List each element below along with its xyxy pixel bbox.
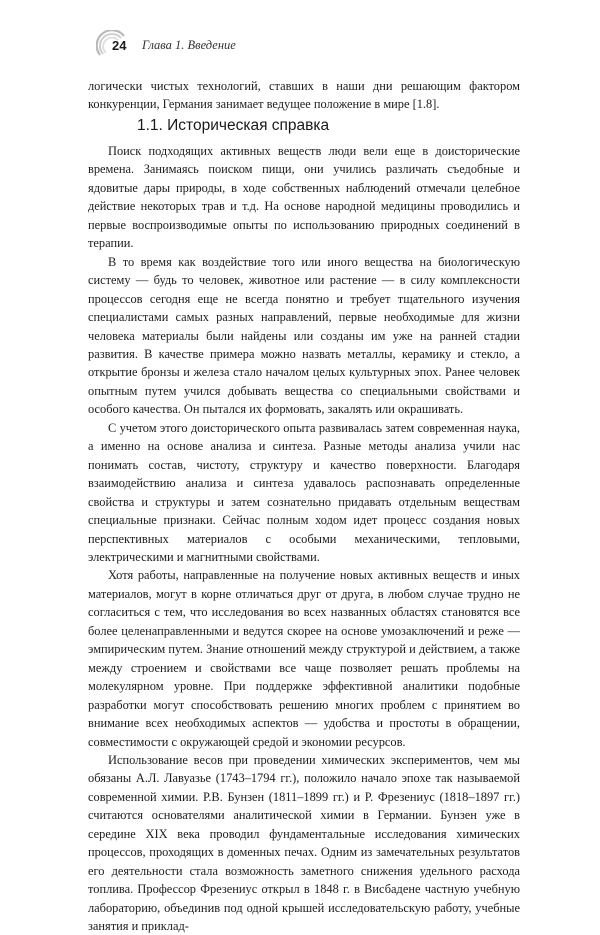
paragraph-5: Использование весов при проведении химических экспериментов, чем мы обязаны А.Л. Лавуазье (1743–1794 гг.), положило начало эпохе так называемой современной химии. Р.В. Бунзен (1811–1899 гг.) и Р. Фрезениус (1818–1897 гг.) считаются основателями аналитической химии в Германии. Бунзен уже в середине XIX века проводил фундаментальные исследования химических процессов, проходящих в доменных печах. Одним из замечательных результатов его деятельности стала возможность заметного снижения удельного расхода топлива. Профессор Фрезениус открыл в 1848 г. в Висбадене частную учебную лабораторию, объединив под одной крышей исследовательскую работу, учебные занятия и приклад- [88, 752, 520, 934]
paragraph-4: Хотя работы, направленные на получение новых активных веществ и иных материалов, могут в корне отличаться друг от друга, в любом случае трудно не согласиться с тем, что исследования во всех названных областях становятся все более целенаправленными и ведутся скорее на основе умозаключений и реже — эмпирическим путем. Знание отношений между структурой и действием, а также между строением и свойствами все чаще позволяет решать проблемы на молекулярном уровне. При поддержке эффективной аналитики подобные разработки могут способствовать решению многих проблем с принятием во внимание всех необходимых аспектов — удобства и простоты в обращении, совместимости с окружающей средой и экономии ресурсов. [88, 568, 520, 749]
paragraph-1: Поиск подходящих активных веществ люди вели еще в доисторические времена. Занимаясь поиском пищи, они учились различать съедобные и ядовитые дары природы, в ходе собственных наблюдений отмечали целебное действие некоторых трав и т.д. На основе народной медицины проводились и первые воспроизводимые опыты по использованию природных соединений в терапии. [88, 144, 520, 251]
section-body [88, 142, 520, 935]
paragraph-2: В то время как воздействие того или иного вещества на биологическую систему — будь то человек, животное или растение — в силу комплексности процессов сегодня еще не всегда понятно и требует тщательного изучения специалистами самых разных направлений, первые необходимые для жизни человека материалы были найдены или созданы им уже на ранней стадии развития. В качестве примера можно назвать металлы, керамику и стекло, а открытие бронзы и железа стало началом целых культурных эпох. Ранее человек опытным путем учился добывать вещества со специальными свойствами и особого качества. Он пытался их формовать, закалять или окрашивать. [88, 254, 520, 417]
running-head-chapter-title: Глава 1. Введение [142, 38, 236, 52]
page-number: 24 [112, 38, 127, 53]
intro-paragraph: логически чистых технологий, ставших в наши дни решающим фактором конкуренции, Германия занимает ведущее положение в мире [1.8]. [88, 79, 520, 112]
paragraph-3: С учетом этого доисторического опыта развивалась затем современная наука, а именно на основе анализа и синтеза. Разные методы анализа учили нас понимать состав, чистоту, структуру и качество поверхности. Благодаря взаимодействию анализа и синтеза удавалось распознавать определенные свойства и структуры и затем сознательно придавать отдельным веществам специальные признаки. Сейчас полным ходом идет процесс создания новых перспективных материалов с особыми механическими, тепловыми, электрическими и магнитными свойствами. [88, 420, 520, 564]
intro-text-block [88, 77, 520, 114]
section-heading: 1.1. Историческая справка [137, 117, 330, 134]
